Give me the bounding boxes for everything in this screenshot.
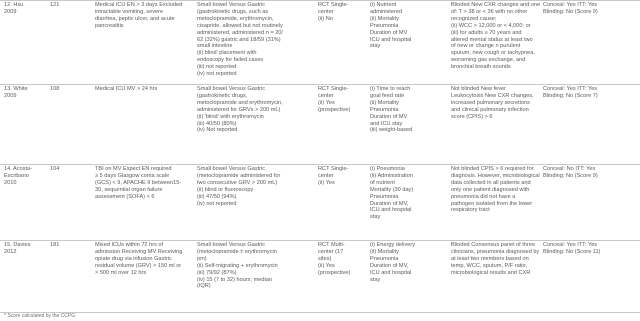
table-row-davies-2012 <box>0 242 640 312</box>
study-cell: 12. Hsu 2009 <box>4 2 24 15</box>
table-row-acosta-escribano-2010 <box>0 166 640 239</box>
pneumonia-definition-cell: Blinded Consensus panel of three clinicians, pneumonia diagnosed by at least two members based on temp, WCC, sputum, P/F ratio, microbiological results and CXR <box>451 242 540 276</box>
sample-size-cell: 108 <box>50 86 60 92</box>
quality-cell: Conceal: Yes ITT: Yes Blinding: No (Score 11) <box>543 242 601 255</box>
intervention-cell: Small bowel Versus Gastric (gastrokinetic drugs, such as metoclopramide, erythromycin, cisapride, allowed but not routinely administered, administered n = 20/ 62 (32%) gastric and 18/59 (31%) small intestine (ii) blind' placement with endoscopy for failed cases (iii) not reported (iv) not reported <box>197 2 283 78</box>
intervention-cell: Small bowel Versus Gastric (metoclopramide ± erythromycin pm) (ii) Self-migrating + erythromycin (iii) 79/92 (87%) (iv) 15 (7 to 32) hours; median (IQR) <box>197 242 278 290</box>
row-divider <box>0 0 640 1</box>
sample-size-cell: 181 <box>50 242 60 248</box>
quality-cell: Conceal: Yes ITT: Yes Blinding: No (Score 7) <box>543 86 598 99</box>
intervention-cell: Small bowel Versus Gastric (gastrokinetic drugs, metoclopramide and erythromycin, administered for GRVs > 200 mL) (ii) 'blind' with erythromycin (iii) 40/50 (80%) (iv) Not reported <box>197 86 283 134</box>
quality-cell: Conceal: Yes ITT: Yes Blinding: No (Score 9) <box>543 2 598 15</box>
population-cell: Medical ICU EN > 3 days Excluded intractable vomiting, severe diarrhea, peptic ulcer, and acute pancreatitis <box>95 2 183 29</box>
population-cell: TBI on MV Expect EN required ≥ 5 days Glasgow coma scale (GCS) < 9, APACHE II between15- 30, sequential organ failure assessment (SOFA) < 6 <box>95 166 182 200</box>
outcomes-cell: (i) Time to reach goal feed rate (ii) Mortality Pneumonia Duration of MV and ICU stay (iii) weight-based <box>370 86 413 134</box>
outcomes-cell: (i) Nutrient administered (ii) Mortality Pneumonia Duration of MV ICU and hospital stay <box>370 2 412 50</box>
intervention-cell: Small bowel Versus Gastric (metoclopramide administered for two consecutive GRV > 200 mL) (ii) blind or fluoroscopy (iii) 47/50 (94%) (iv) not reported <box>197 166 281 207</box>
study-cell: 14. Acosta- Escribano 2010 <box>4 166 32 186</box>
row-divider <box>0 312 640 313</box>
design-cell: RCT Single- center (ii) Yes <box>318 166 349 186</box>
study-cell: 13. White 2009 <box>4 86 28 99</box>
table-row-white-2009 <box>0 86 640 163</box>
row-divider <box>0 84 640 85</box>
sample-size-cell: 121 <box>50 2 60 8</box>
design-cell: RCT Single- center (ii) Yes (prospective) <box>318 86 351 113</box>
row-divider <box>0 164 640 165</box>
table-footnote: * Score calculated by the CCPG <box>4 313 76 319</box>
design-cell: RCT Single- center (ii) No <box>318 2 349 22</box>
quality-cell: Conceal: No ITT: Yes Blinding: No (Score 9) <box>543 166 598 179</box>
design-cell: RCT Multi- center (17 sites) (ii) Yes (prospective) <box>318 242 351 276</box>
population-cell: Mixed ICUs within 72 hrs of admission Receiving MV Receiving opiate drug via infusion Gastric residual volume (GRV) > 150 ml or > 500 ml over 12 hrs <box>95 242 183 276</box>
outcomes-cell: (i) Pneumonia (ii) Administration of nutrient Mortality (30 day) Pneumonia Duration of MV, ICU and hospital stay <box>370 166 414 221</box>
table-row-hsu-2009 <box>0 2 640 83</box>
population-cell: Medical ICU MV > 24 hrs <box>95 86 158 92</box>
pneumonia-definition-cell: Not blinded CPIS > 6 required for diagnosis. However, microbiological data collected in all patients and only one patient diagnosed with pneumonia did not have a pathogen isolated from the lower respiratory tract <box>451 166 540 214</box>
pneumonia-definition-cell: Blinded New CXR changes and one of: T > 38 or < 36 with no other recognized cause; (ii) WCC > 12,000 or < 4,000; or (iii) for adults ≥ 70 years and altered mental status at least two of new or change n purulent sputum, new cough or tachypnea, worsening gas exchange, and bronchial breath sounds <box>451 2 541 71</box>
study-cell: 15. Davies 2012 <box>4 242 31 255</box>
sample-size-cell: 104 <box>50 166 60 172</box>
row-divider <box>0 240 640 241</box>
outcomes-cell: (i) Energy delivery (ii) Mortality Pneumonia Duration of MV, ICU and hospital stay <box>370 242 416 283</box>
pneumonia-definition-cell: Not blinded New fever Leukocytosis New CXR changes, increased pulmonary secretions and clinical pulmonary infection score (CPIS) > 6 <box>451 86 534 120</box>
